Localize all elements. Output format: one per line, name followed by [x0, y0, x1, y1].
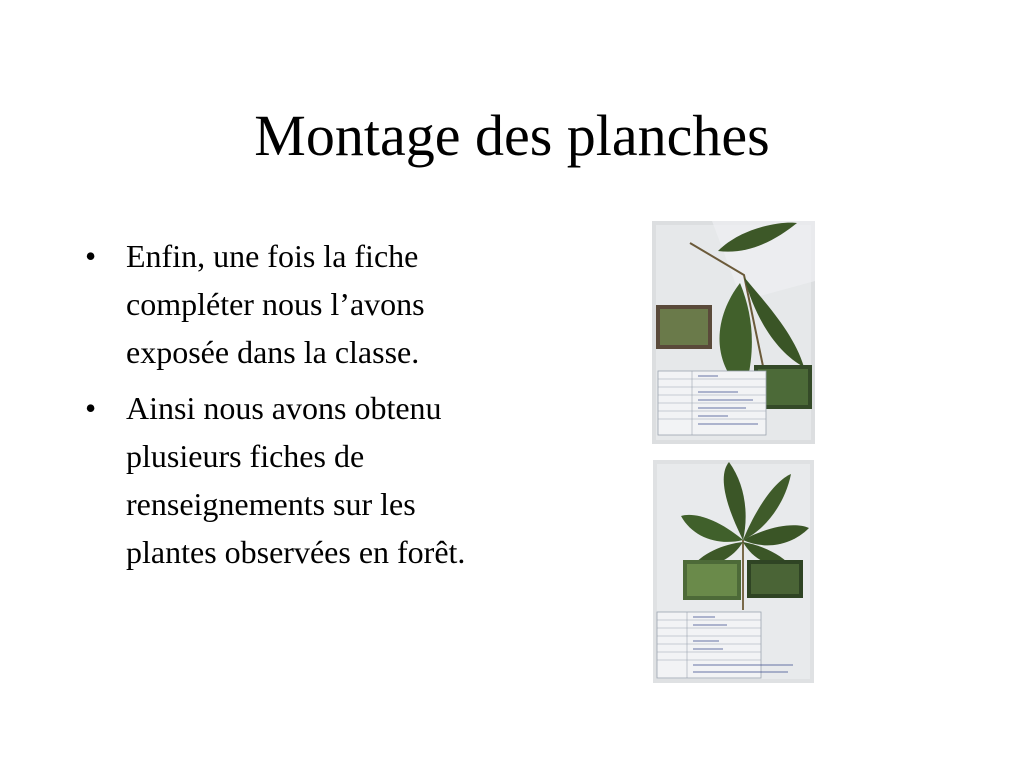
- bullet-item: [85, 384, 515, 576]
- bullet-mark: •: [85, 238, 97, 274]
- bullet-text: Enfin, une fois la fiche compléter nous l’avons exposée dans la classe.: [126, 238, 425, 370]
- bullet-text: Ainsi nous avons obtenu plusieurs fiches de renseignements sur les plantes observées en forêt.: [126, 390, 466, 570]
- bullet-list: [85, 232, 515, 584]
- herbarium-sheet-photo: [653, 460, 814, 683]
- herbarium-sheet-image: [653, 460, 814, 683]
- herbarium-sheet-image: [652, 221, 815, 444]
- bullet-mark: •: [85, 390, 97, 426]
- herbarium-sheet-photo: [652, 221, 815, 444]
- slide-title: Montage des planches: [254, 103, 770, 168]
- bullet-item: [85, 232, 515, 376]
